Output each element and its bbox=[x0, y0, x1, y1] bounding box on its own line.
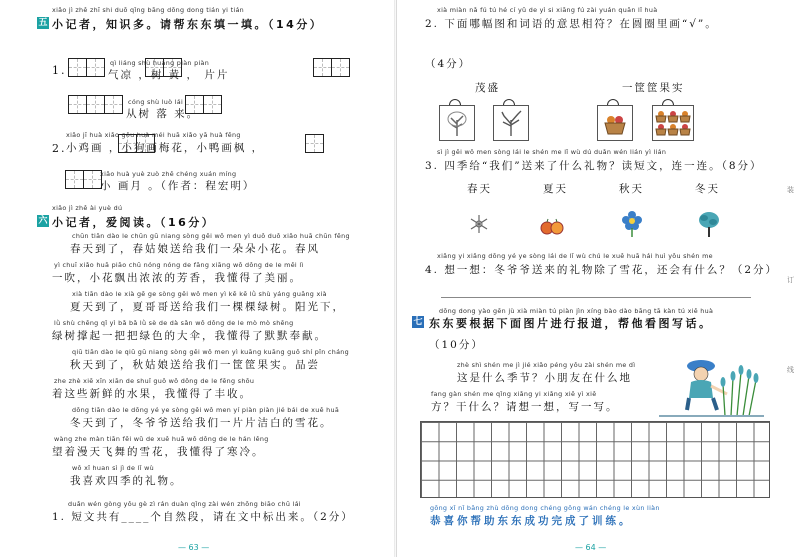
q1-text-1: 气凉 ，树 黄 ， 片片 bbox=[108, 69, 230, 81]
r-q2-pinyin: xià miàn nǎ fú tú hé cí yǔ de yì si xiāng fú zài yuán quān lǐ huà bbox=[437, 6, 658, 14]
q2-box-1[interactable] bbox=[118, 134, 154, 153]
passage-pinyin: xià tiān dào le xià gē ge sòng gěi wǒ men yì kē kē lǜ shù yáng guāng xià bbox=[72, 290, 327, 298]
q1-pinyin-1: qì liáng shù huáng piàn piàn bbox=[110, 59, 210, 67]
binding-label-1: 装 bbox=[787, 186, 794, 194]
q1-text-2: 从树 落 来。 bbox=[126, 108, 200, 120]
slogan-pinyin: gōng xǐ nǐ bāng zhù dōng dong chéng gōng wán chéng le xùn liàn bbox=[430, 504, 660, 512]
r-q4-pinyin: xiǎng yi xiǎng dōng yé ye sòng lái de lǐ wù chú le xuě huā hái huì yǒu shén me bbox=[437, 252, 713, 260]
single-basket-picture bbox=[597, 105, 633, 141]
writing-grid[interactable] bbox=[420, 421, 770, 498]
passage-line: 夏天到了，夏哥哥送给我们一棵棵绿树。阳光下， bbox=[70, 301, 345, 313]
passage-pinyin: dōng tiān dào le dōng yé ye sòng gěi wǒ men yí piàn piàn jié bái de xuě huā bbox=[72, 406, 340, 414]
sec5-badge: 五 bbox=[38, 18, 48, 28]
q6-1-pinyin: duǎn wén gòng yǒu gè zì rán duàn qǐng zài wén zhōng biāo chū lái bbox=[68, 500, 301, 508]
sec5-pinyin: xiǎo jì zhě zhī shi duō qǐng bāng dōng dong tián yi tián bbox=[52, 6, 245, 14]
passage-pinyin: qiū tiān dào le qiū gū niang sòng gěi wǒ men yì kuāng kuāng guǒ shí pǐn cháng bbox=[72, 348, 349, 356]
q2-box-2[interactable] bbox=[305, 134, 323, 153]
sec7-pinyin-2: fang gàn shén me qǐng xiǎng yi xiǎng xiě yì xiě bbox=[431, 390, 597, 398]
r-q3-text: 3. 四季给“我们”送来了什么礼物？读短文，连一连。（8分） bbox=[425, 160, 763, 172]
sec6-badge: 六 bbox=[38, 216, 48, 226]
season-autumn: 秋天 bbox=[619, 183, 644, 195]
answer-line[interactable] bbox=[441, 297, 751, 298]
passage-pinyin: lǜ shù chēng qǐ yì bǎ bǎ lǜ sè de dà sǎn wǒ dǒng de le mò mò shēng bbox=[54, 319, 294, 327]
green-tree-icon bbox=[697, 210, 721, 242]
passage-line: 我喜欢四季的礼物。 bbox=[70, 475, 183, 487]
bare-tree-picture bbox=[493, 105, 529, 141]
q1-box-3[interactable] bbox=[313, 58, 349, 77]
binding-label-3: 线 bbox=[787, 366, 794, 374]
q2-text-1: 小鸡画 ，小狗画梅花，小鸭画枫 ， bbox=[66, 142, 265, 154]
flower-icon bbox=[621, 210, 643, 242]
q2-pinyin-2: xiǎo huà yuè zuò zhě chéng xuán míng bbox=[100, 170, 237, 178]
q2-box-3[interactable] bbox=[65, 170, 101, 189]
passage-line: 望着漫天飞舞的雪花，我懂得了寒冷。 bbox=[52, 446, 265, 458]
season-winter: 冬天 bbox=[695, 183, 720, 195]
word-maosheng: 茂盛 bbox=[475, 82, 500, 94]
passage-pinyin: wǒ xǐ huan sì jì de lǐ wù bbox=[72, 464, 154, 472]
binding-label-2: 订 bbox=[787, 276, 794, 284]
passage-line: 春天到了，春姑娘送给我们一朵朵小花。春风 bbox=[70, 243, 320, 255]
sec7-text-1: 这是什么季节？小朋友在什么地 bbox=[457, 372, 632, 384]
q1-box-4[interactable] bbox=[68, 95, 122, 114]
snowflake-icon bbox=[469, 214, 489, 238]
child-in-field-illustration bbox=[659, 358, 764, 422]
q2-pinyin-1: xiǎo jī huà xiǎo gǒu huà méi huā xiǎo yā huà fēng bbox=[66, 131, 241, 139]
sec6-title: 小记者，爱阅读。（16分） bbox=[52, 216, 216, 229]
r-q2-points: （4分） bbox=[425, 58, 472, 70]
page-number-right: — 64 — bbox=[575, 543, 607, 552]
left-page bbox=[0, 0, 396, 557]
sec7-text-2: 方？干什么？请想一想，写一写。 bbox=[431, 401, 619, 413]
q2-number: 2. bbox=[52, 142, 67, 155]
fruits-icon bbox=[539, 218, 565, 240]
passage-line: 着这些新鲜的水果，我懂得了丰收。 bbox=[52, 388, 252, 400]
season-spring: 春天 bbox=[467, 183, 492, 195]
r-q4-text: 4. 想一想：冬爷爷送来的礼物除了雪花，还会有什么？（2分） bbox=[425, 264, 779, 276]
passage-pinyin: zhe zhè xiē xīn xiān de shuǐ guǒ wǒ dǒng de le fēng shōu bbox=[54, 377, 255, 385]
passage-pinyin: wàng zhe màn tiān fēi wǔ de xuě huā wǒ dǒng de le hán lěng bbox=[54, 435, 269, 443]
q6-1-text: 1. 短文共有____个自然段，请在文中标出来。（2分） bbox=[52, 511, 354, 523]
r-q2-text: 2. 下面哪幅图和词语的意思相符？在圆圈里画“√”。 bbox=[425, 18, 718, 30]
sec7-pinyin-1: zhè shì shén me jì jié xiǎo péng yǒu zài shén me dì bbox=[457, 361, 636, 369]
passage-pinyin: yì chuī xiǎo huā piāo chū nóng nóng de fāng xiāng wǒ dǒng de le měi lì bbox=[54, 261, 304, 269]
passage-line: 绿树撑起一把把绿色的大伞，我懂得了默默奉献。 bbox=[52, 330, 327, 342]
word-kuangguoshi: 一筐筐果实 bbox=[622, 82, 685, 94]
sparse-tree-picture bbox=[439, 105, 475, 141]
page-number-left: — 63 — bbox=[178, 543, 210, 552]
sec7-title: 东东要根据下面图片进行报道，帮他看图写话。 bbox=[429, 317, 713, 330]
sec7-pinyin: dōng dong yào gēn jù xià miàn tú piàn jìn xíng bào dào bāng tā kàn tú xiě huà bbox=[439, 307, 714, 315]
passage-line: 冬天到了，冬爷爷送给我们一片片洁白的雪花。 bbox=[70, 417, 333, 429]
q2-text-2: 小 画月 。（作者：程宏明） bbox=[100, 180, 256, 192]
sec6-pinyin: xiǎo jì zhě ài yuè dú bbox=[52, 204, 123, 212]
q1-number: 1. bbox=[52, 64, 67, 77]
r-q3-pinyin: sì jì gěi wǒ men sòng lái le shén me lǐ wù dú duǎn wén lián yì lián bbox=[437, 148, 667, 156]
many-baskets-picture bbox=[652, 105, 694, 141]
sec7-points: （10分） bbox=[429, 339, 484, 351]
sec7-badge: 七 bbox=[413, 317, 423, 327]
passage-line: 秋天到了，秋姑娘送给我们一筐筐果实。品尝 bbox=[70, 359, 320, 371]
season-summer: 夏天 bbox=[543, 183, 568, 195]
q1-pinyin-2: cóng shù luò lái bbox=[128, 98, 184, 106]
passage-line: 一吹，小花飘出浓浓的芳香，我懂得了美丽。 bbox=[52, 272, 302, 284]
q1-box-1[interactable] bbox=[68, 58, 104, 77]
passage-pinyin: chūn tiān dào le chūn gū niang sòng gěi wǒ men yì duǒ duǒ xiǎo huā chūn fēng bbox=[72, 232, 350, 240]
sec5-title: 小记者，知识多。请帮东东填一填。（14分） bbox=[52, 18, 324, 31]
slogan: 恭喜你帮助东东成功完成了训练。 bbox=[430, 515, 633, 527]
